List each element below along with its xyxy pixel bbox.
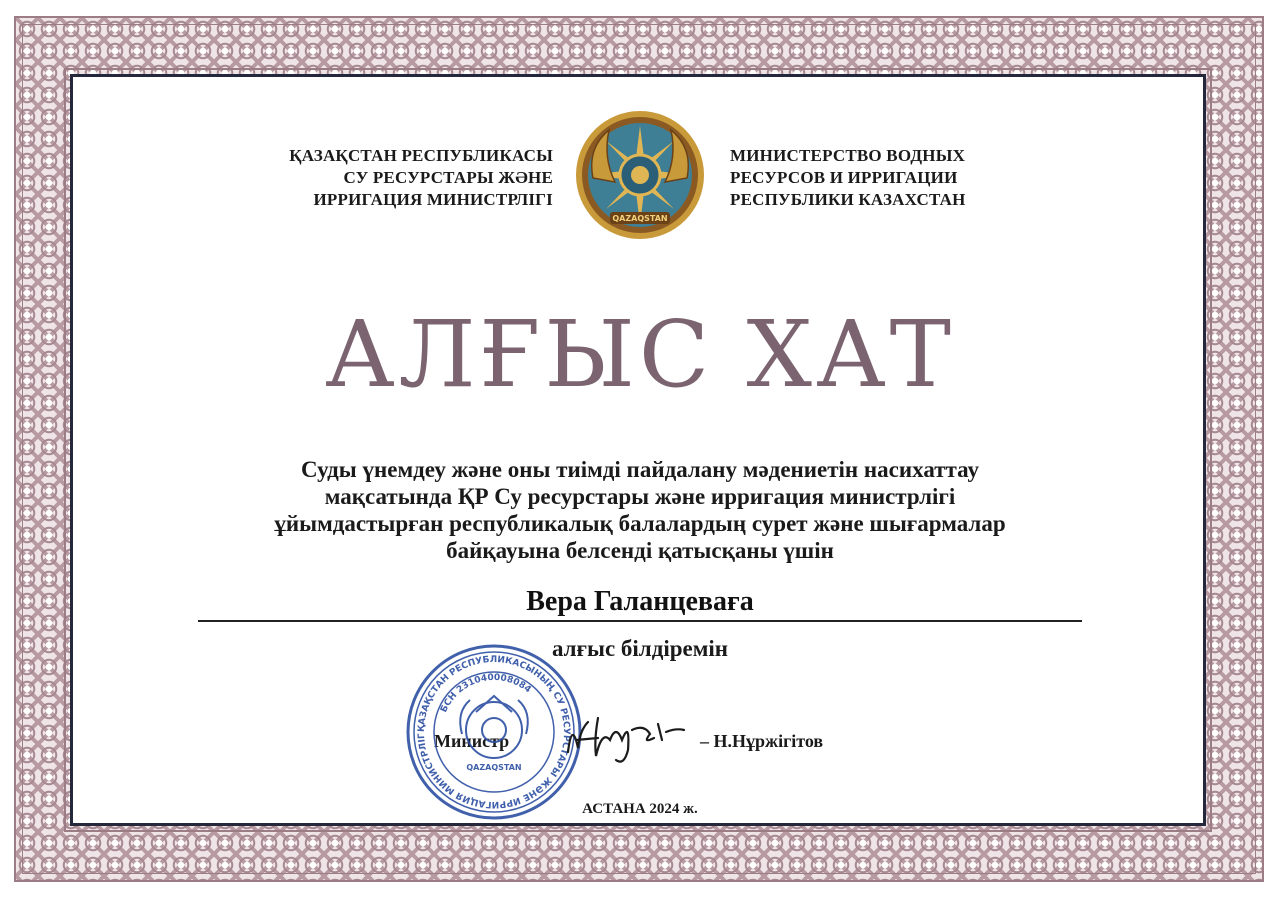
signature-icon: [558, 700, 708, 770]
body-text: [160, 456, 1120, 564]
minister-label: Министр: [434, 731, 510, 751]
header-kazakh-line-2: СУ РЕСУРСТАРЫ ЖӘНЕ: [343, 168, 553, 187]
gratitude-text: алғыс білдіремін: [551, 636, 729, 661]
header-kazakh-line-3: ИРРИГАЦИЯ МИНИСТРЛІГІ: [313, 190, 553, 209]
stamp-bin-text: [439, 673, 532, 714]
header-russian: [730, 145, 1030, 211]
emblem-text: QAZAQSTAN: [612, 214, 668, 223]
recipient-name: Вера Галанцеваға: [526, 586, 754, 617]
minister-name: – Н.Нұржігітов: [700, 731, 824, 751]
stamp-bin-text-path: БСН 231040008084: [439, 672, 533, 715]
body-line-3: ұйымдастырған республикалық балалардың сурет және шығармалар: [274, 511, 1006, 536]
state-emblem-icon: [573, 108, 707, 242]
recipient-underline: [198, 620, 1082, 622]
body-line-2: мақсатында ҚР Су ресурстары және ирригация министрлігі: [324, 484, 956, 509]
header-kazakh-line-1: ҚАЗАҚСТАН РЕСПУБЛИКАСЫ: [289, 146, 553, 165]
body-line-1: Суды үнемдеу және оны тиімді пайдалану мәдениетін насихаттау: [301, 457, 979, 482]
header-russian-line-3: РЕСПУБЛИКИ КАЗАХСТАН: [730, 190, 966, 209]
official-stamp-icon: [404, 642, 584, 822]
header-russian-line-2: РЕСУРСОВ И ИРРИГАЦИИ: [730, 168, 958, 187]
place-year: АСТАНА 2024 ж.: [582, 801, 698, 817]
header-kazakh: [253, 145, 553, 211]
header-russian-line-1: МИНИСТЕРСТВО ВОДНЫХ: [730, 146, 966, 165]
stamp-ring-text-path: ҚАЗАҚСТАН РЕСПУБЛИКАСЫНЫҢ СУ РЕСУРСТАРЫ ЖӘНЕ ИРРИГАЦИЯ МИНИСТРЛІГ: [416, 654, 572, 810]
stamp-center-text: QAZAQSTAN: [466, 763, 522, 772]
certificate-title: АЛҒЫС ХАТ: [324, 301, 956, 408]
body-line-4: байқауына белсенді қатысқаны үшін: [446, 538, 834, 563]
stamp-ring-text: [404, 642, 571, 809]
